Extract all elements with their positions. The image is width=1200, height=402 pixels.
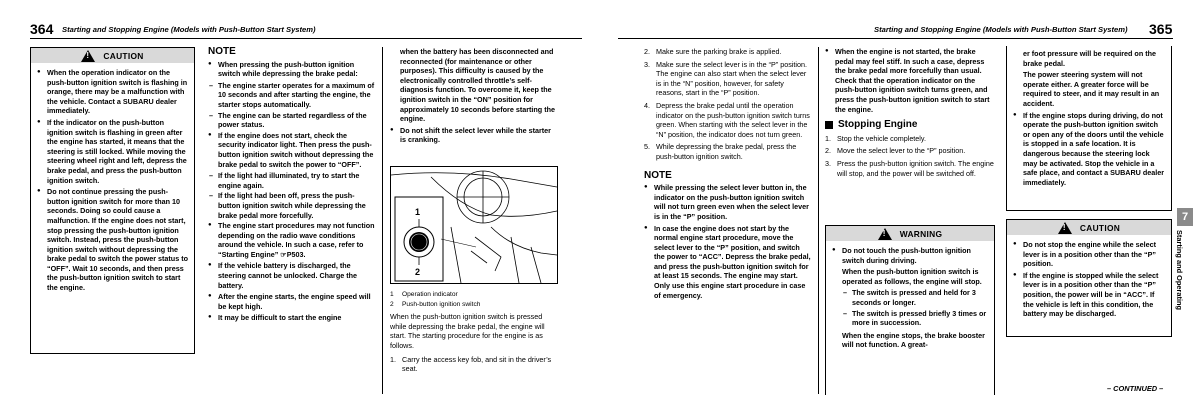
note-item: ● It may be difficult to start the engine bbox=[208, 313, 376, 323]
legend-number: 2 bbox=[390, 300, 394, 308]
left-page-number: 364 bbox=[30, 21, 54, 37]
chapter-tab-label: Starting and Operating bbox=[1175, 230, 1184, 311]
start-step: 3. Make sure the select lever is in the “P” position. The engine can also start when the select lever is in the “N” position, however, for safety reasons, start in the “P” position. bbox=[644, 59, 808, 98]
warning-triangle-icon bbox=[878, 228, 892, 240]
step-number: 5. bbox=[644, 142, 650, 152]
warning-triangle-icon bbox=[81, 50, 95, 62]
warning-triangle-icon bbox=[1058, 222, 1072, 234]
caution-header: ! CAUTION bbox=[31, 48, 194, 63]
legend-number: 1 bbox=[390, 291, 394, 298]
warning-box-continued bbox=[1006, 46, 1172, 211]
note-item: ● In case the engine does not start by the normal engine start procedure, move the select lever to the “P” position, and switch the power to “ACC”. Depress the brake pedal, and press the push-button ignition switch for at least 15 seconds. The engine may start. Only use this engine start procedure in case of emergency. bbox=[644, 224, 812, 301]
note-item: ● If the vehicle battery is discharged, the steering cannot be unlocked. Charge the battery. bbox=[208, 261, 376, 290]
warning-paragraph: The power steering system will not operate either. A greater force will be required to steer, and it may result in an accident. bbox=[1023, 70, 1160, 108]
step-number: 1. bbox=[390, 354, 396, 364]
figure-legend-item: 1 Operation indicator bbox=[390, 291, 458, 298]
caution-item: ● If the engine is stopped while the select lever is in a position other than the “P” position, the power will be in “ACC”. If the vehicle is left in this condition, the battery may be discharged. bbox=[1013, 271, 1165, 319]
figure-legend-item: 2 Push-button ignition switch bbox=[390, 300, 481, 308]
caution-list bbox=[1007, 235, 1171, 319]
caution-list bbox=[31, 63, 194, 293]
warning-subitem: – The switch is pressed briefly 3 times or more in succession. bbox=[842, 309, 988, 328]
note-item: ● When pressing the push-button ignition switch while depressing the brake pedal: bbox=[208, 60, 376, 79]
warning-paragraph: When the push-button ignition switch is operated as follows, the engine will stop. bbox=[842, 267, 982, 286]
note-item-continued: when the battery has been disconnected and reconnected (for maintenance or other purposes). This difficulty is caused by the electronically controlled throttle’s self-diagnosis function. To overcome it, keep the ignition switch in the “ON” position for approximately 10 seconds before starting the engine. bbox=[400, 47, 555, 124]
caution-item: ● When the operation indicator on the push-button ignition switch is flashing in orange, there may be a malfunction with the vehicle. Contact a SUBARU dealer immediately. bbox=[37, 68, 188, 116]
note-item: ● If the engine does not start, check the security indicator light. Then press the push-button ignition switch without depressing the brake pedal to switch the power to “OFF”. bbox=[208, 131, 376, 169]
caution-item: ● Do not continue pressing the push-button ignition switch for more than 10 seconds. Doing so could cause a malfunction. If the engine does not start, stop pressing the push-button ignition switch. Instead, press the push-button ignition switch without depressing the brake pedal to switch the power status to “OFF”. Wait 10 seconds, and then press the push-button ignition switch to start the engine. bbox=[37, 187, 188, 293]
stopping-engine-heading: Stopping Engine bbox=[825, 120, 995, 130]
note-item: ● When the engine is not started, the brake pedal may feel stiff. In such a case, depress the brake pedal more forcefully than usual. Check that the operation indicator on the push-button ignition switch turns green, and press the push-button ignition switch to start the engine. bbox=[825, 47, 995, 114]
right-page-number: 365 bbox=[1149, 21, 1173, 37]
note-subitem: – If the light had illuminated, try to start the engine again. bbox=[208, 171, 376, 190]
right-header-rule bbox=[618, 38, 1173, 39]
stop-step: 2. Move the select lever to the “P” position. bbox=[825, 146, 966, 156]
caution-item: ● Do not stop the engine while the select lever is in a position other than the “P” position. bbox=[1013, 240, 1165, 269]
section-square-icon bbox=[825, 121, 833, 129]
right-steps bbox=[644, 47, 812, 302]
note-item: ● The engine start procedures may not function depending on the radio wave conditions around the vehicle. In such a case, refer to “Starting Engine” ☞P503. bbox=[208, 221, 376, 259]
right-middle-column bbox=[825, 47, 995, 181]
warning-item: ● Do not touch the push-button ignition switch during driving. bbox=[832, 246, 988, 265]
note-title: NOTE bbox=[208, 46, 236, 57]
note-item: ● After the engine starts, the engine speed will be kept high. bbox=[208, 292, 376, 311]
continued-label: – CONTINUED – bbox=[1107, 384, 1164, 393]
warning-paragraph: When the engine stops, the brake booster will not function. A great- bbox=[842, 330, 985, 350]
note-subitem: – The engine starter operates for a maximum of 10 seconds and after starting the engine, the starter stops automatically. bbox=[208, 81, 376, 110]
warning-box bbox=[825, 225, 995, 395]
figure-callout-2: 2 bbox=[415, 267, 421, 277]
stop-step: 3. Press the push-button ignition switch. The engine will stop, and the power will be switched off. bbox=[825, 158, 994, 178]
dashboard-illustration bbox=[391, 167, 557, 283]
dashboard-figure bbox=[390, 166, 558, 284]
note-item: ● While pressing the select lever button in, the indicator on the push-button ignition switch will not turn green even when the select lever is in the “P” position. bbox=[644, 183, 812, 221]
warning-continued-content bbox=[1007, 46, 1171, 187]
warning-content bbox=[826, 241, 994, 350]
right-header-title: Starting and Stopping Engine (Models with Push-Button Start System) bbox=[874, 25, 1128, 34]
left-caution-box bbox=[30, 47, 195, 354]
left-figure-text bbox=[390, 290, 558, 377]
left-header-rule bbox=[30, 38, 582, 39]
left-note bbox=[208, 47, 376, 325]
start-step: 4. Depress the brake pedal until the operation indicator on the push-button ignition switch turns green. When starting with the select lever in the “N” position, the indicator does not turn green. bbox=[644, 100, 810, 139]
note-subitem: – If the light had been off, press the push-button ignition switch while depressing the brake pedal more forcefully. bbox=[208, 191, 376, 220]
start-step: 1. Carry the access key fob, and sit in the driver’s seat. bbox=[390, 354, 552, 374]
step-number: 4. bbox=[644, 100, 650, 110]
chapter-tab: 7 bbox=[1177, 208, 1193, 226]
step-number: 3. bbox=[644, 59, 650, 69]
left-note-continued bbox=[390, 47, 558, 147]
caution-header: ! CAUTION bbox=[1007, 220, 1171, 235]
warning-header: ! WARNING bbox=[826, 226, 994, 241]
note-item: ● Do not shift the select lever while the starter is cranking. bbox=[390, 126, 558, 145]
right-caution-box bbox=[1006, 219, 1172, 337]
start-procedure-paragraph: When the push-button ignition switch is pressed while depressing the brake pedal, the engine will start. The starting procedure for the engine is as follows. bbox=[390, 312, 545, 350]
note-subitem: – The engine can be started regardless of the power status. bbox=[208, 111, 376, 130]
stop-step: 1. Stop the vehicle completely. bbox=[825, 133, 926, 143]
left-note-divider bbox=[382, 47, 383, 394]
step-number: 2. bbox=[644, 47, 650, 56]
figure-callout-1: 1 bbox=[415, 207, 421, 217]
caution-item: ● If the indicator on the push-button ignition switch is flashing in green after the engine has started, it means that the steering is still locked. While moving the steering wheel right and left, depress the brake pedal, and press the push-button ignition switch. bbox=[37, 118, 188, 185]
warning-paragraph: er foot pressure will be required on the brake pedal. bbox=[1023, 49, 1156, 68]
warning-item: ● If the engine stops during driving, do not operate the push-button ignition switch or open any of the doors until the vehicle is stopped in a safe location. It is dangerous because the steering lock may be activated. Stop the vehicle in a safe place, and contact a SUBARU dealer immediately. bbox=[1013, 111, 1165, 188]
step-number: 3. bbox=[825, 158, 831, 168]
step-number: 1. bbox=[825, 133, 831, 143]
warning-subitem: – The switch is pressed and held for 3 seconds or longer. bbox=[842, 288, 988, 307]
start-step: 5. While depressing the brake pedal, press the push-button ignition switch. bbox=[644, 142, 797, 161]
right-col-divider bbox=[818, 47, 819, 394]
start-step: 2. Make sure the parking brake is applied. bbox=[644, 47, 782, 56]
note-title: NOTE bbox=[644, 169, 672, 181]
left-header-title: Starting and Stopping Engine (Models with Push-Button Start System) bbox=[62, 25, 316, 34]
step-number: 2. bbox=[825, 146, 831, 156]
